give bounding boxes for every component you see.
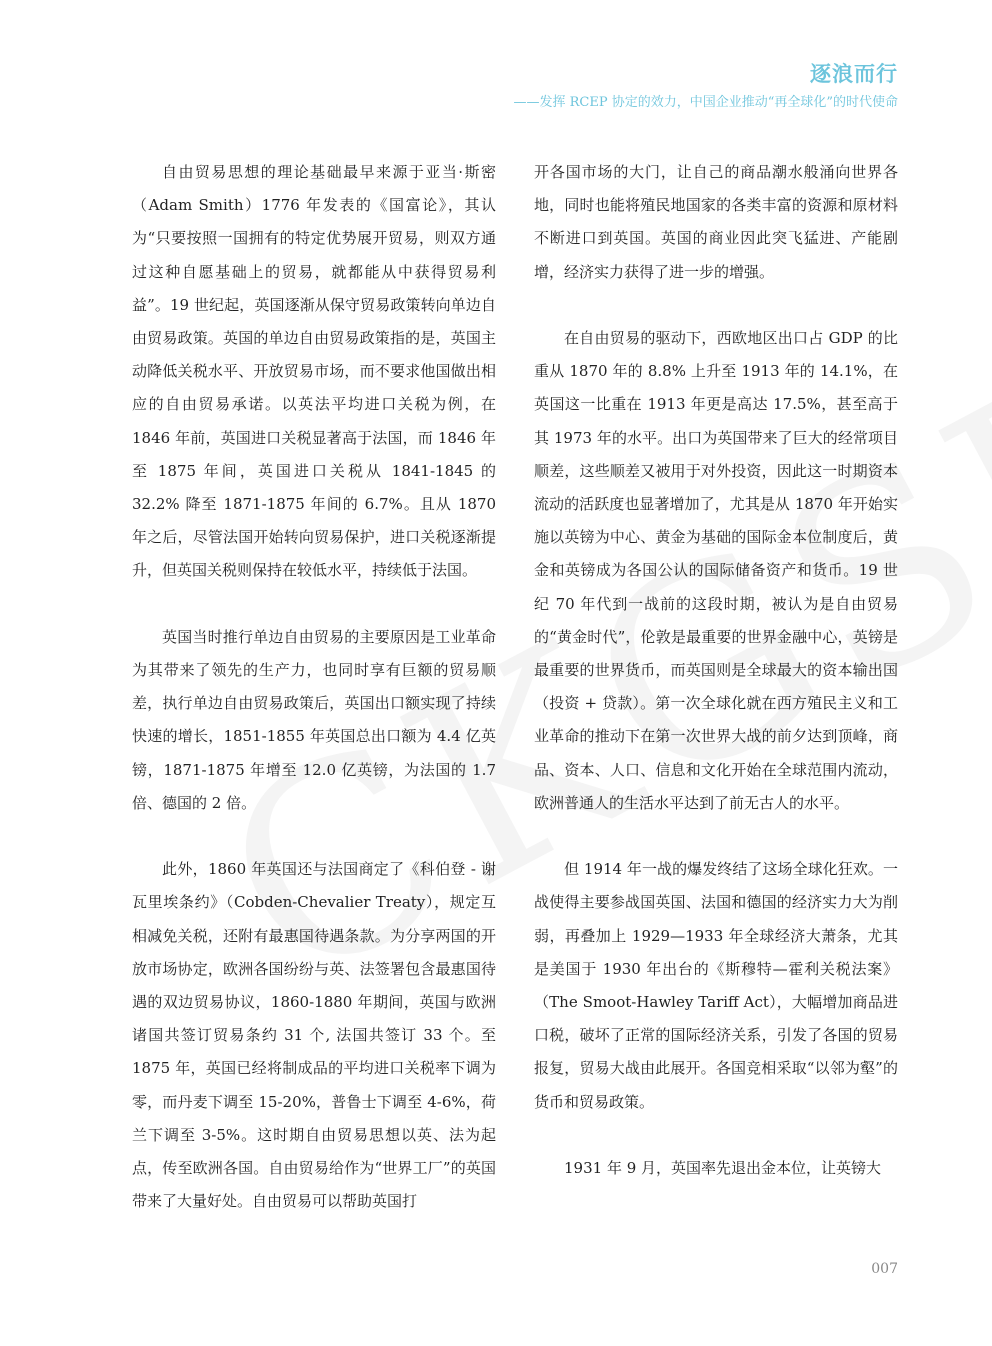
header-subtitle: ——发挥 RCEP 协定的效力，中国企业推动“再全球化”的时代使命 bbox=[513, 95, 898, 110]
header-title: 逐浪而行 bbox=[810, 62, 898, 86]
paragraph: 此外，1860 年英国还与法国商定了《科伯登 - 谢瓦里埃条约》（Cobden-Chevalier Treaty），规定互相减免关税，还附有最惠国待遇条款。为分享两国的开放市场协定，欧洲各国纷纷与英、法签署包含最惠国待遇的双边贸易协议，1860-1880 年期间，英国与欧洲诸国共签订贸易条约 31 个, 法国共签订 33 个。至 1875 年，英国已经将制成品的平均进口关税率下调为零，而丹麦下调至 15-20%，普鲁士下调至 4-6%，荷兰下调至 3-5%。这时期自由贸易思想以英、法为起点，传至欧洲各国。自由贸易给作为“世界工厂”的英国带来了大量好处。自由贸易可以帮助英国打 bbox=[132, 860, 496, 1211]
paragraph: 开各国市场的大门，让自己的商品潮水般涌向世界各地，同时也能将殖民地国家的各类丰富的资源和原材料不断进口到英国。英国的商业因此突飞猛进、产能剧增，经济实力获得了进一步的增强。 bbox=[534, 163, 898, 281]
page-number: 007 bbox=[871, 1261, 898, 1277]
paragraph: 在自由贸易的驱动下，西欧地区出口占 GDP 的比重从 1870 年的 8.8% 上升至 1913 年的 14.1%，在英国这一比重在 1913 年更是高达 17.5%，甚至高于其 1973 年的水平。出口为英国带来了巨大的经常项目顺差，这些顺差又被用于对外投资，因此这一时期资本流动的活跃度也显著增加了，尤其是从 1870 年开始实施以英镑为中心、黄金为基础的国际金本位制度后，黄金和英镑成为各国公认的国际储备资产和货币。19 世纪 70 年代到一战前的这段时期，被认为是自由贸易的“黄金时代”，伦敦是最重要的世界金融中心，英镑是最重要的世界货币，而英国则是全球最大的资本输出国（投资 + 贷款）。第一次全球化就在西方殖民主义和工业革命的推动下在第一次世界大战的前夕达到顶峰，商品、资本、人口、信息和文化开始在全球范围内流动，欧洲普通人的生活水平达到了前无古人的水平。 bbox=[534, 329, 898, 812]
paragraph: 英国当时推行单边自由贸易的主要原因是工业革命为其带来了领先的生产力，也同时享有巨额的贸易顺差，执行单边自由贸易政策后，英国出口额实现了持续快速的增长，1851-1855 年英国总出口额为 4.4 亿英镑，1871-1875 年增至 12.0 亿英镑，为法国的 1.7 倍、德国的 2 倍。 bbox=[132, 627, 496, 812]
paragraph: 自由贸易思想的理论基础最早来源于亚当·斯密（Adam Smith）1776 年发表的《国富论》，其认为“只要按照一国拥有的特定优势展开贸易，则双方通过这种自愿基础上的贸易，就都能从中获得贸易利益”。19 世纪起，英国逐渐从保守贸易政策转向单边自由贸易政策。英国的单边自由贸易政策指的是，英国主动降低关税水平、开放贸易市场，而不要求他国做出相应的自由贸易承诺。以英法平均进口关税为例，在 1846 年前，英国进口关税显著高于法国，而 1846 年至 1875 年间，英国进口关税从 1841-1845 的 32.2% 降至 1871-1875 年间的 6.7%。且从 1870 年之后，尽管法国开始转向贸易保护，进口关税逐渐提升，但英国关税则保持在较低水平，持续低于法国。 bbox=[132, 163, 496, 580]
right-column bbox=[534, 156, 898, 1185]
paragraph: 1931 年 9 月，英国率先退出金本位，让英镑大 bbox=[564, 1159, 882, 1178]
paragraph: 但 1914 年一战的爆发终结了这场全球化狂欢。一战使得主要参战国英国、法国和德国的经济实力大为削弱，再叠加上 1929—1933 年全球经济大萧条，尤其是美国于 1930 年出台的《斯穆特—霍利关税法案》（The Smoot-Hawley Tariff Act），大幅增加商品进口税，破坏了正常的国际经济关系，引发了各国的贸易报复，贸易大战由此展开。各国竞相采取“以邻为壑”的货币和贸易政策。 bbox=[534, 860, 898, 1111]
left-column bbox=[132, 156, 496, 1218]
